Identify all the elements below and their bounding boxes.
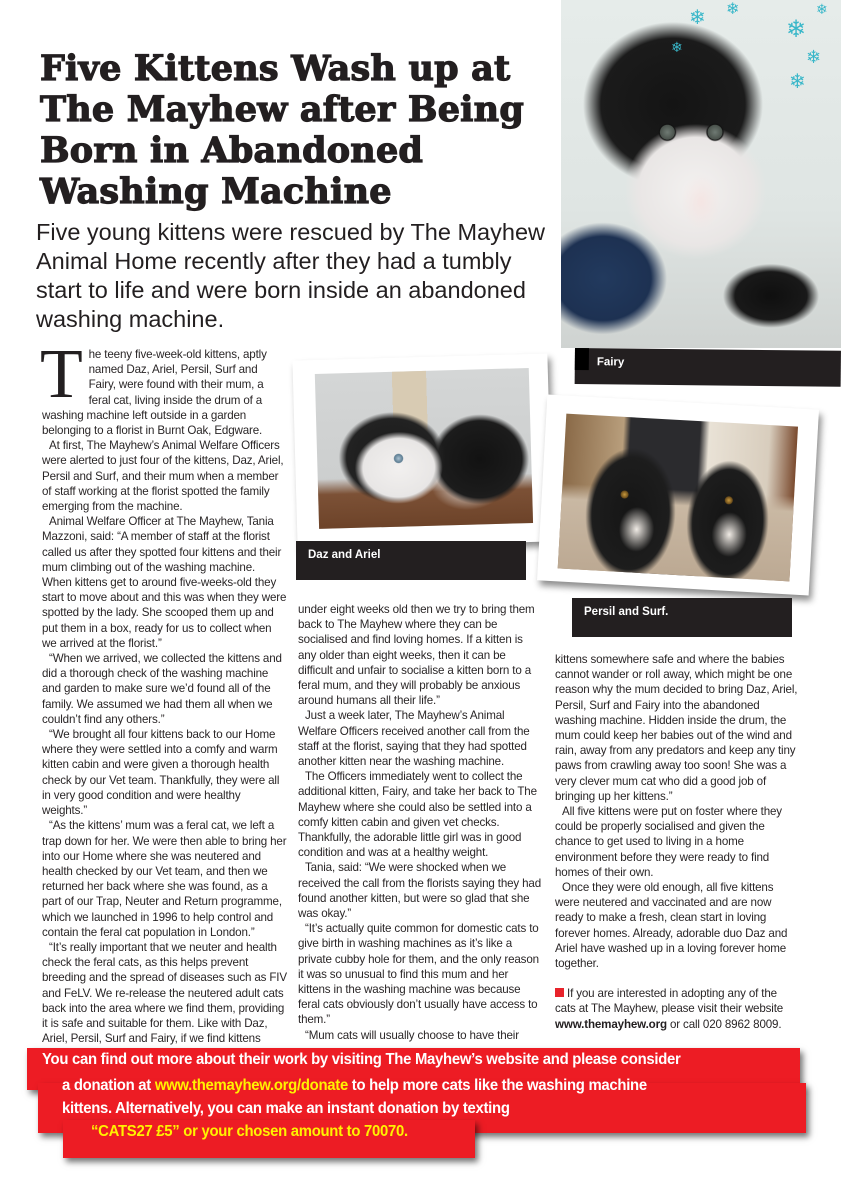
banner-line-3: kittens. Alternatively, you can make an instant donation by texting (62, 1100, 510, 1117)
persil-surf-photo (558, 414, 798, 582)
snowflake-icon: ❄ (806, 47, 822, 67)
paragraph: “As the kittens’ mum was a feral cat, we left a trap down for her. We were then able to bring her into our Home where she was neutered and health checked by our Vet team, and then we returned her back where she was found, as a part of our Trap, Neuter and Return programme, which we launched in 1996 to help control and contain the feral cat population in London.” (42, 819, 287, 939)
dropcap: T (40, 336, 83, 413)
donation-banner (0, 1040, 841, 1189)
snowflake-icon: ❄ (816, 1, 828, 17)
caption-persil-surf-text: Persil and Surf. (584, 606, 669, 618)
paragraph: under eight weeks old then we try to bring them back to The Mayhew where they can be socialised and find loving homes. If a kitten is any older than eight weeks, then it can be difficult and unfair to socialise a kitten born to a feral mum, and they will probably be anxious around humans all their life.” (298, 603, 535, 708)
paragraph: “Mum cats will usually choose to have their (305, 1028, 519, 1042)
paragraph: All five kittens were put on foster where they could be properly socialised and given the chance to get used to living in a home environment before they were ready to find homes of their own. (555, 805, 782, 879)
snowflake-icon: ❄ (671, 39, 683, 55)
article-column-1 (40, 336, 287, 1046)
paragraph: kittens somewhere safe and where the babies cannot wander or roll away, which might be one reason why the mum decided to bring Daz, Ariel, Persil, Surf and Fairy into the abandoned washing machine. Hidden inside the drum, the mum could keep her babies out of the wind and rain, away from any predators and keep any tiny paws from crawling away too soon! She was a very clever mum cat who did a good job of bringing up her kittens.” (555, 653, 798, 803)
paragraph: Tania, said: “We were shocked when we received the call from the florists saying they had found another kitten, but were so glad that she was okay.” (298, 861, 542, 921)
red-square-bullet-icon (555, 988, 564, 997)
paragraph: “It’s actually quite common for domestic cats to give birth in washing machines as it’s like a private cubby hole for them, and the only reason it was so unusual to find this mum and her kittens in the washing machine was because feral cats obviously don’t usually have access to them.” (298, 922, 539, 1027)
snowflake-icon: ❄ (786, 16, 807, 43)
mayhew-website-link[interactable]: www.themayhew.org (555, 1017, 667, 1031)
snowflake-icon: ❄ (789, 71, 806, 93)
photo-frame-persil-surf (537, 395, 819, 596)
snowflake-icon: ❄ (726, 1, 740, 18)
article-column-2 (298, 602, 543, 1043)
paragraph: Once they were old enough, all five kittens were neutered and vaccinated and are now ready to make a fresh, clean start in loving forever homes. Already, adorable duo Daz and Ariel have washed up in a loving forever home together. (555, 881, 788, 971)
caption-fairy (575, 348, 841, 387)
paragraph: “We brought all four kittens back to our Home where they were settled into a comfy and warm kitten cabin and were given a thorough health check by our Vet team. Thankfully, they were all in very good condition and were healthy weights.” (42, 728, 280, 818)
fairy-photo (561, 0, 841, 348)
article-column-3 (555, 652, 800, 1032)
daz-ariel-photo (315, 368, 533, 529)
caption-notch (575, 348, 589, 370)
banner-line-2: a donation at www.themayhew.org/donate to help more cats like the washing machine (62, 1077, 647, 1094)
snowflake-icon: ❄ (689, 7, 706, 29)
paragraph: The teeny five-week-old kittens, aptly named Daz, Ariel, Persil, Surf and Fairy, were found with their mum, a feral cat, living inside the drum of a washing machine left outside in a garden belonging to a florist in Burnt Oak, Edgware. (40, 336, 267, 438)
paragraph: “When we arrived, we collected the kittens and did a thorough check of the washing machine and garden to make sure we’d found all of the family. We assumed we had them all when we couldn’t find any others.” (42, 652, 282, 726)
paragraph: The Officers immediately went to collect the additional kitten, Fairy, and take her back to The Mayhew where she could also be settled into a comfy kitten cabin and given vet checks. Thankfully, the adorable little girl was in good condition and was at a healthy weight. (298, 770, 537, 860)
donate-link[interactable]: www.themayhew.org/donate (154, 1077, 348, 1094)
standfirst: Five young kittens were rescued by The Mayhew Animal Home recently after they had a tumbly start to life and were born inside an abandoned washing machine. (36, 219, 545, 332)
paragraph: Animal Welfare Officer at The Mayhew, Tania Mazzoni, said: “A member of staff at the florist called us after they spotted four kittens and their mum climbing out of the washing machine. When kittens get to around five-weeks-old they start to move about and this was when they were spotted by the lady. She scooped them up and put them in a box, ready for us to collect when we arrived at the florist.” (42, 515, 287, 650)
caption-daz-ariel (296, 541, 526, 580)
caption-fairy-text: Fairy (596, 356, 625, 369)
paragraph: Just a week later, The Mayhew’s Animal Welfare Officers received another call from the staff at the florist, saying that they had spotted another kitten near the washing machine. (298, 709, 530, 769)
banner-line-4-text-donation: “CATS27 £5” or your chosen amount to 70070. (91, 1123, 408, 1140)
paragraph: At first, The Mayhew’s Animal Welfare Officers were alerted to just four of the kittens, Daz, Ariel, Persil and Surf, and their mum when a member of staff working at the florist spotted the family emerging from the machine. (42, 439, 284, 514)
photo-frame-daz-ariel (292, 353, 552, 548)
paragraph: “It’s really important that we neuter and health check the feral cats, as this helps prevent breeding and the spread of diseases such as FIV and FeLV. We re-release the neutered adult cats back into the area where we find them, providing it is safe and suitable for them. Like with Daz, Ariel, Persil, Surf and Fairy, if we find kittens (42, 940, 287, 1046)
headline: Five Kittens Wash up at The Mayhew after Being Born in Abandoned Washing Machine (40, 48, 524, 212)
caption-persil-surf (572, 598, 792, 637)
adoption-footnote: If you are interested in adopting any of the cats at The Mayhew, please visit their website www.themayhew.org or call 020 8962 8009. (555, 987, 784, 1031)
banner-line-1: You can find out more about their work by visiting The Mayhew’s website and please consider (42, 1051, 681, 1068)
caption-daz-ariel-text: Daz and Ariel (308, 549, 381, 561)
